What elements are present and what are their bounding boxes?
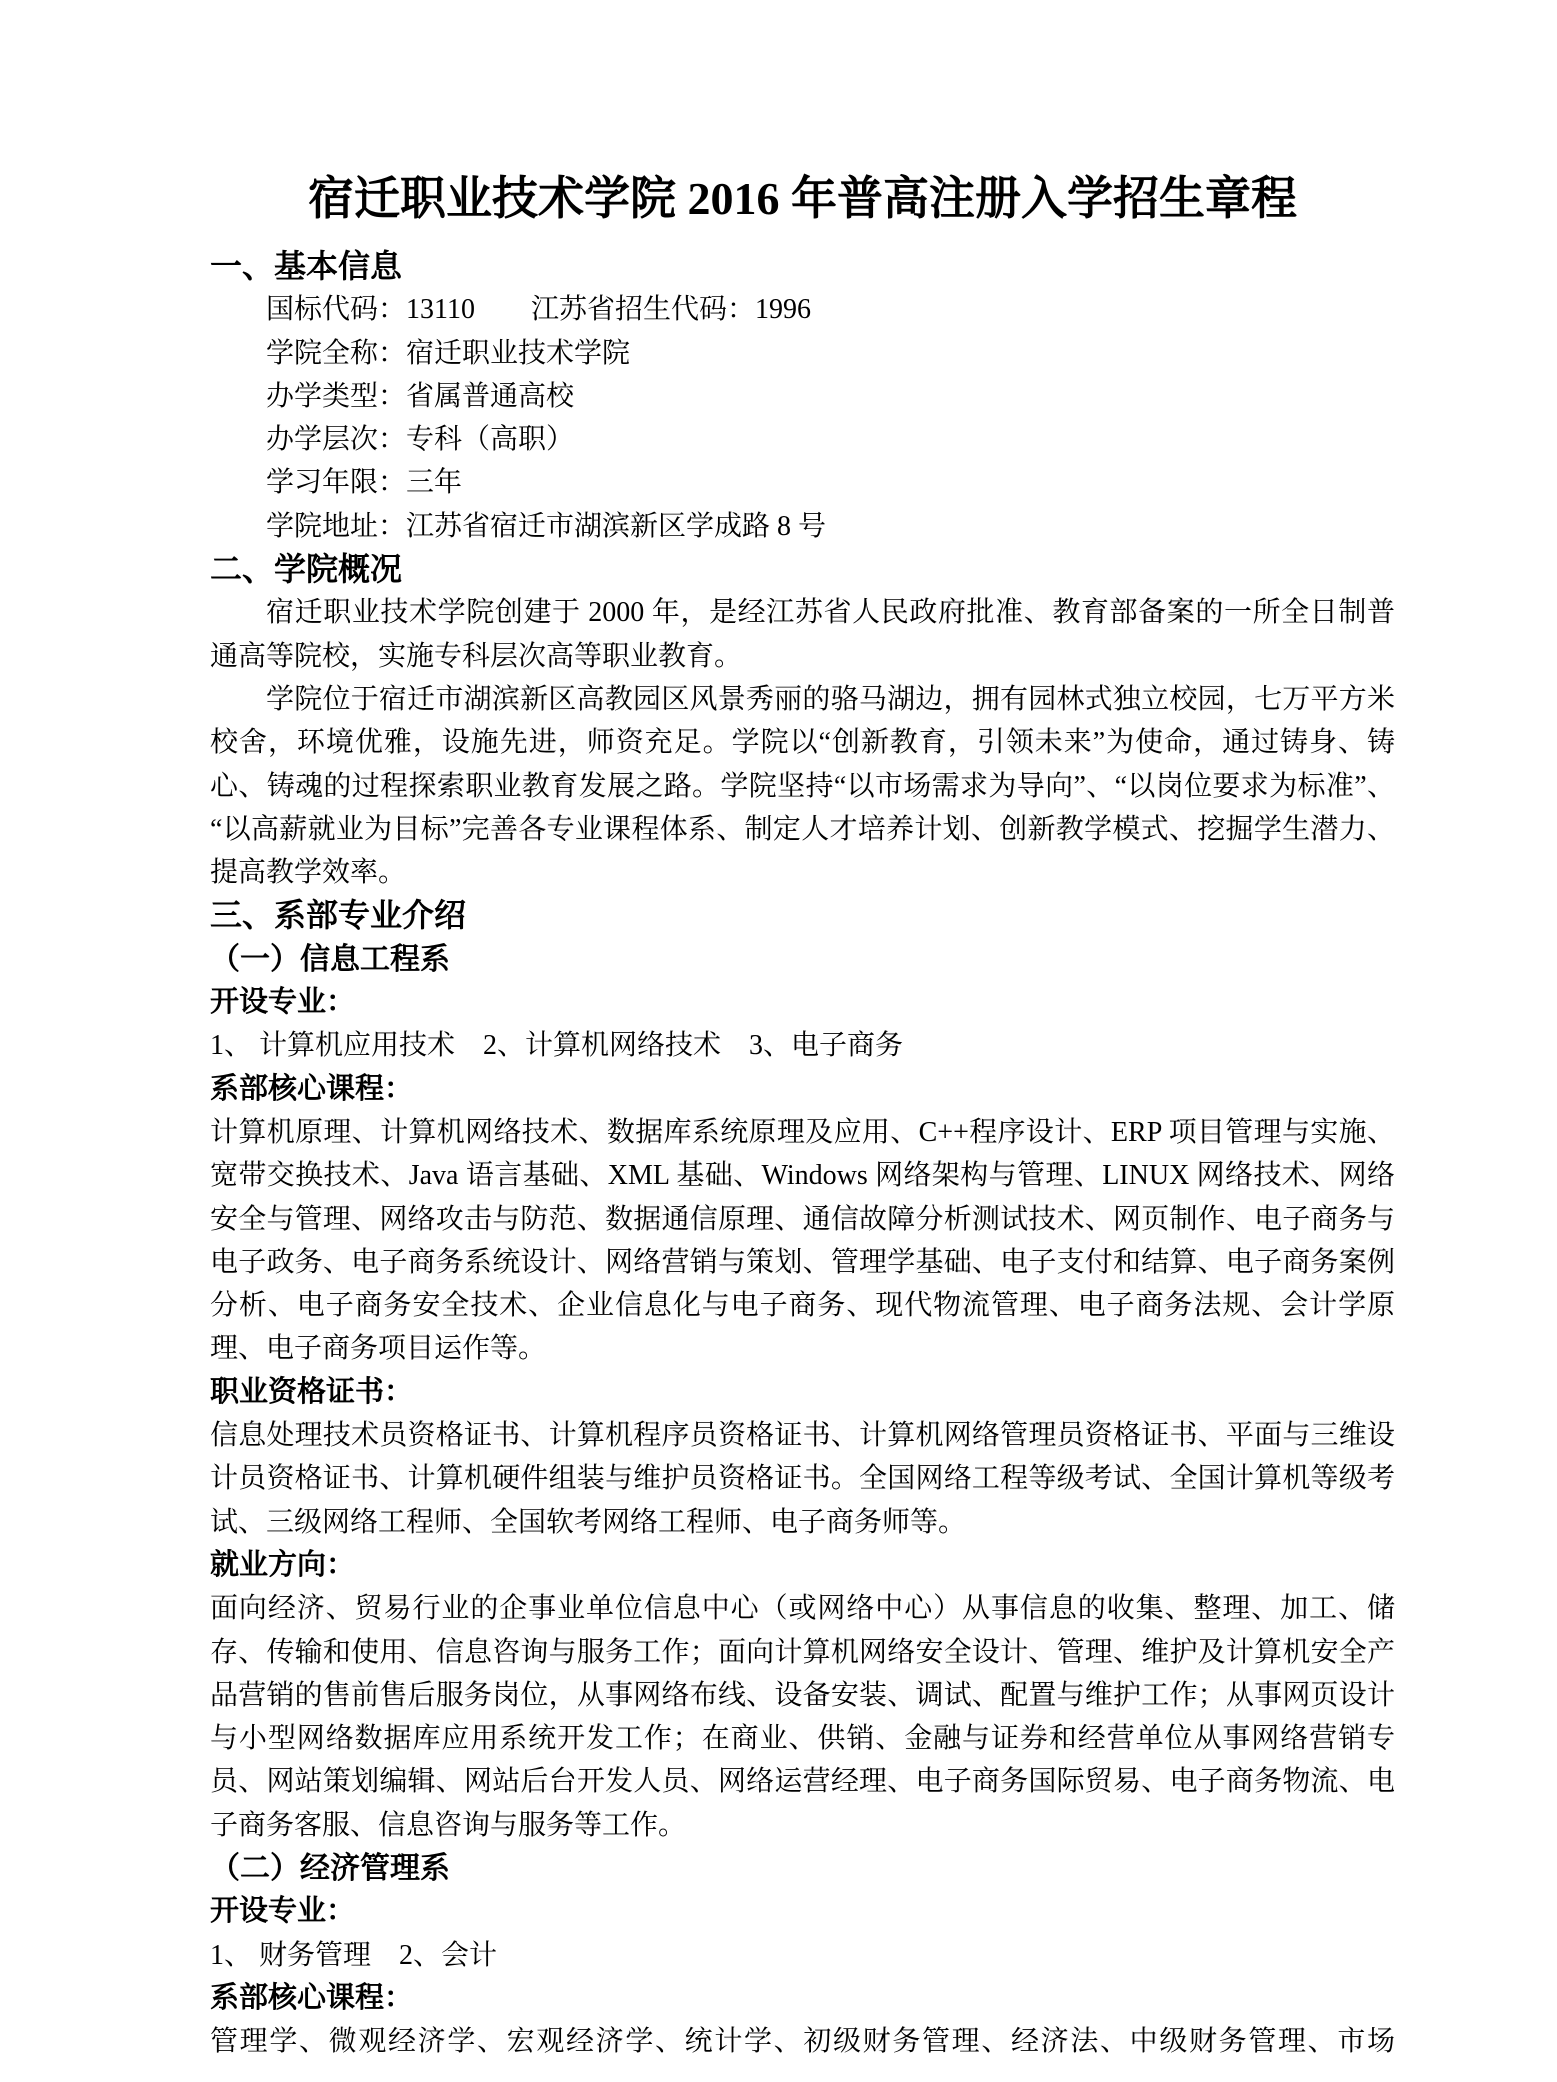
overview-para-2: 学院位于宿迁市湖滨新区高教园区风景秀丽的骆马湖边，拥有园林式独立校园，七万平方米校舍，环境优雅，设施先进，师资充足。学院以“创新教育，引领未来”为使命，通过铸身、铸心、铸魂的过程探索职业教育发展之路。学院坚持“以市场需求为导向”、“以岗位要求为标准”、“以高薪就业为目标”完善各专业课程体系、制定人才培养计划、创新教学模式、挖掘学生潜力、提高教学效率。 [210,683,1395,889]
section-basic-info-heading: 一、基本信息 [210,248,403,284]
info-college-name: 学院全称：宿迁职业技术学院 [266,337,631,369]
dept2-core-courses-para: 管理学、微观经济学、宏观经济学、统计学、初级财务管理、经济法、中级财务管理、市场 [210,2026,1395,2058]
dept2-majors-label: 开设专业： [210,1895,356,1928]
dept1-majors-label: 开设专业： [210,986,356,1019]
dept1-employment-label: 就业方向： [210,1548,356,1581]
dept1-employment-para: 面向经济、贸易行业的企事业单位信息中心（或网络中心）从事信息的收集、整理、加工、储存、传输和使用、信息咨询与服务工作；面向计算机网络安全设计、管理、维护及计算机安全产品营销的售前售后服务岗位，从事网络布线、设备安装、调试、配置与维护工作；从事网页设计与小型网络数据库应用系统开发工作；在商业、供销、金融与证券和经营单位从事网络营销专员、网站策划编辑、网站后台开发人员、网络运营经理、电子商务国际贸易、电子商务物流、电子商务客服、信息咨询与服务等工作。 [210,1593,1395,1841]
info-address: 学院地址：江苏省宿迁市湖滨新区学成路 8 号 [266,510,827,542]
info-study-years: 学习年限：三年 [266,467,463,499]
dept2-majors-line: 1、 财务管理 2、会计 [210,1939,498,1971]
info-school-level: 办学层次：专科（高职） [266,424,575,456]
dept1-certificates-label: 职业资格证书： [210,1375,414,1408]
dept-info-engineering-heading: （一）信息工程系 [210,942,450,976]
doc-title: 宿迁职业技术学院 2016 年普高注册入学招生章程 [308,173,1297,224]
dept1-core-courses-para: 计算机原理、计算机网络技术、数据库系统原理及应用、C++程序设计、ERP 项目管理与实施、宽带交换技术、Java 语言基础、XML 基础、Windows 网络架构与管理、LINUX 网络技术、网络安全与管理、网络攻击与防范、数据通信原理、通信故障分析测试技术、网页制作、电子商务与电子政务、电子商务系统设计、网络营销与策划、管理学基础、电子支付和结算、电子商务案例分析、电子商务安全技术、企业信息化与电子商务、现代物流管理、电子商务法规、会计学原理、电子商务项目运作等。 [210,1116,1395,1365]
dept2-core-courses-label: 系部核心课程： [210,1981,414,2014]
info-national-code: 国标代码：13110 江苏省招生代码：1996 [266,294,811,326]
dept1-majors-line: 1、 计算机应用技术 2、计算机网络技术 3、电子商务 [210,1030,904,1062]
section-departments-heading: 三、系部专业介绍 [210,897,467,934]
dept1-certificates-para: 信息处理技术员资格证书、计算机程序员资格证书、计算机网络管理员资格证书、平面与三维设计员资格证书、计算机硬件组装与维护员资格证书。全国网络工程等级考试、全国计算机等级考试、三级网络工程师、全国软考网络工程师、电子商务师等。 [210,1420,1395,1538]
info-school-type: 办学类型：省属普通高校 [266,380,575,412]
section-overview-heading: 二、学院概况 [210,551,403,588]
overview-para-1: 宿迁职业技术学院创建于 2000 年，是经江苏省人民政府批准、教育部备案的一所全日制普通高等院校，实施专科层次高等职业教育。 [210,597,1395,672]
dept-economic-management-heading: （二）经济管理系 [210,1851,450,1885]
dept1-core-courses-label: 系部核心课程： [210,1072,414,1105]
